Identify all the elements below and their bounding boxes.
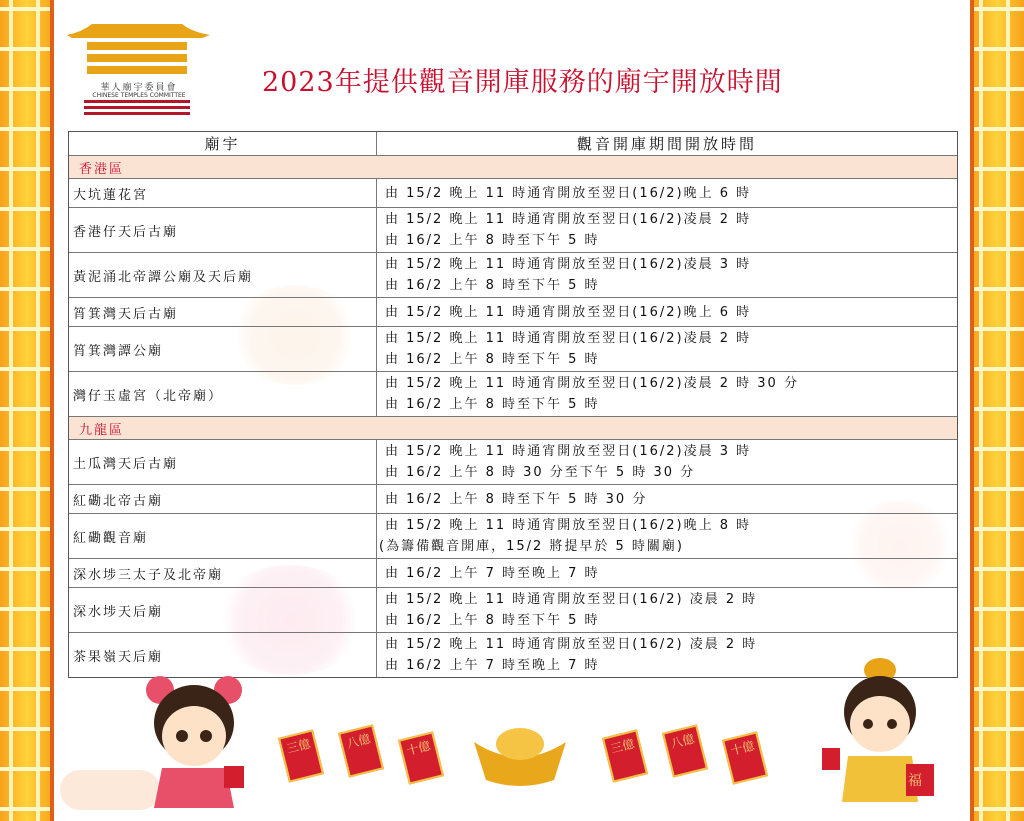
temple-roof-icon xyxy=(62,10,212,120)
gold-ingot-icon xyxy=(470,722,570,792)
table-row xyxy=(69,484,957,513)
boy-mascot-icon xyxy=(820,652,940,817)
table-row xyxy=(69,326,957,371)
opening-hours: 由 15/2 晚上 11 時通宵開放至翌日(16/2)凌晨 2 時 由 16/2 上午 8 時至下午 5 時 xyxy=(385,331,752,367)
table-row xyxy=(69,252,957,297)
temple-name: 香港仔天后古廟 xyxy=(69,208,377,252)
fortune-tile: 十億 xyxy=(722,731,768,784)
fortune-tile: 十億 xyxy=(398,731,444,784)
opening-hours: 由 15/2 晚上 11 時通宵開放至翌日(16/2)凌晨 2 時 由 16/2 上午 8 時至下午 5 時 xyxy=(385,212,752,248)
region-label-hk: 香港區 xyxy=(69,155,957,178)
right-lattice-border xyxy=(970,0,1024,821)
fortune-tile: 三億 xyxy=(278,729,324,782)
page-title: 2023年提供觀音開庫服務的廟宇開放時間 xyxy=(262,67,783,98)
opening-hours: 由 15/2 晚上 11 時通宵開放至翌日(16/2) 凌晨 2 時 由 16/2 上午 7 時至晚上 7 時 xyxy=(385,637,758,673)
header-temple: 廟宇 xyxy=(69,132,377,155)
committee-logo xyxy=(62,10,212,120)
region-label-kln: 九龍區 xyxy=(69,416,957,439)
temple-name: 筲箕灣天后古廟 xyxy=(69,298,377,326)
opening-hours: 由 15/2 晚上 11 時通宵開放至翌日(16/2)晚上 6 時 xyxy=(385,304,752,320)
opening-hours: 由 16/2 上午 7 時至晚上 7 時 xyxy=(385,565,600,581)
opening-hours: 由 16/2 上午 8 時至下午 5 時 30 分 xyxy=(385,491,648,507)
opening-hours: 由 15/2 晚上 11 時通宵開放至翌日(16/2)晚上 6 時 xyxy=(385,185,752,201)
opening-hours: 由 15/2 晚上 11 時通宵開放至翌日(16/2)晚上 8 時 (為籌備觀音開庫，15/2 將提早於 5 時關廟) xyxy=(379,518,752,554)
table-header-row xyxy=(69,132,957,155)
fortune-tile: 八億 xyxy=(338,724,384,777)
temple-name: 紅磡觀音廟 xyxy=(69,514,377,558)
temple-name: 深水埗三太子及北帝廟 xyxy=(69,559,377,587)
logo-name-en: CHINESE TEMPLES COMMITTEE xyxy=(92,92,186,99)
girl-mascot-icon xyxy=(140,668,250,818)
table-row xyxy=(69,178,957,207)
opening-hours: 由 15/2 晚上 11 時通宵開放至翌日(16/2)凌晨 3 時 由 16/2 上午 8 時 30 分至下午 5 時 30 分 xyxy=(385,444,752,480)
temple-name: 黃泥涌北帝譚公廟及天后廟 xyxy=(69,253,377,297)
opening-hours: 由 15/2 晚上 11 時通宵開放至翌日(16/2)凌晨 3 時 由 16/2 上午 8 時至下午 5 時 xyxy=(385,257,752,293)
table-row xyxy=(69,439,957,484)
temple-name: 灣仔玉虛宮（北帝廟） xyxy=(69,372,377,416)
temple-name: 筲箕灣譚公廟 xyxy=(69,327,377,371)
temple-name: 大坑蓮花宮 xyxy=(69,179,377,207)
fortune-tile: 三億 xyxy=(602,729,648,782)
header-hours: 觀音開庫期間開放時間 xyxy=(576,135,757,153)
table-row xyxy=(69,297,957,326)
temple-name: 土瓜灣天后古廟 xyxy=(69,440,377,484)
temple-name: 深水埗天后廟 xyxy=(69,588,377,632)
logo-name-zh: 華人廟宇委員會 xyxy=(100,83,178,93)
table-row xyxy=(69,587,957,632)
table-row xyxy=(69,207,957,252)
temple-name: 紅磡北帝古廟 xyxy=(69,485,377,513)
table-row xyxy=(69,513,957,558)
table-row xyxy=(69,558,957,587)
temple-name: 茶果嶺天后廟 xyxy=(69,633,377,677)
left-lattice-border xyxy=(0,0,54,821)
opening-hours: 由 15/2 晚上 11 時通宵開放至翌日(16/2) 凌晨 2 時 由 16/2 上午 8 時至下午 5 時 xyxy=(385,592,758,628)
table-row xyxy=(69,371,957,416)
temple-hours-table xyxy=(68,131,958,678)
opening-hours: 由 15/2 晚上 11 時通宵開放至翌日(16/2)凌晨 2 時 30 分 由 16/2 上午 8 時至下午 5 時 xyxy=(385,376,799,412)
fortune-tile: 八億 xyxy=(662,724,708,777)
fu-card-label: 福 xyxy=(908,773,922,789)
